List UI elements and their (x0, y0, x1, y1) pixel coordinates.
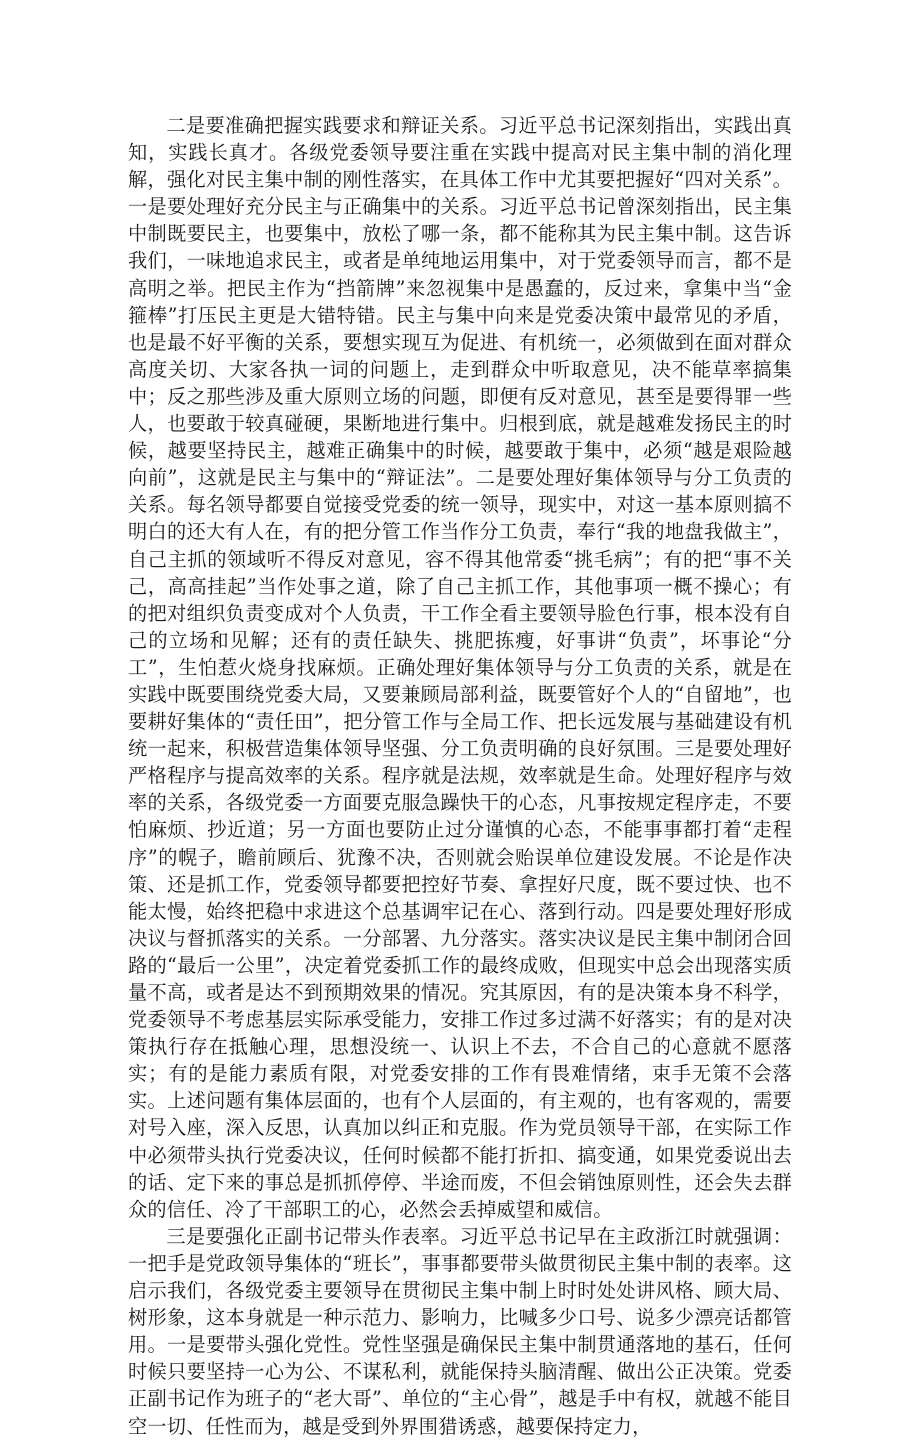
document-body (128, 112, 792, 1440)
paragraph-practice-dialectics: 二是要准确把握实践要求和辩证关系。习近平总书记深刻指出，实践出真知，实践长真才。各级党委领导要注重在实践中提高对民主集中制的消化理解，强化对民主集中制的刚性落实，在具体工作中尤其要把握好“四对关系”。一是要处理好充分民主与正确集中的关系。习近平总书记曾深刻指出，民主集中制既要民主，也要集中，放松了哪一条，都不能称其为民主集中制。这告诉我们，一味地追求民主，或者是单纯地运用集中，对于党委领导而言，都不是高明之举。把民主作为“挡箭牌”来忽视集中是愚蠢的，反过来，拿集中当“金箍棒”打压民主更是大错特错。民主与集中向来是党委决策中最常见的矛盾，也是最不好平衡的关系，要想实现互为促进、有机统一，必须做到在面对群众高度关切、大家各执一词的问题上，走到群众中听取意见，决不能草率搞集中；反之那些涉及重大原则立场的问题，即便有反对意见，甚至是要得罪一些人，也要敢于较真碰硬，果断地进行集中。归根到底，就是越难发扬民主的时候，越要坚持民主，越难正确集中的时候，越要敢于集中，必须“越是艰险越向前”，这就是民主与集中的“辩证法”。二是要处理好集体领导与分工负责的关系。每名领导都要自觉接受党委的统一领导，现实中，对这一基本原则搞不明白的还大有人在，有的把分管工作当作分工负责，奉行“我的地盘我做主”，自己主抓的领域听不得反对意见，容不得其他常委“挑毛病”；有的把“事不关己，高高挂起”当作处事之道，除了自己主抓工作，其他事项一概不操心；有的把对组织负责变成对个人负责，干工作全看主要领导脸色行事，根本没有自己的立场和见解；还有的责任缺失、挑肥拣瘦，好事讲“负责”，坏事论“分工”，生怕惹火烧身找麻烦。正确处理好集体领导与分工负责的关系，就是在实践中既要围绕党委大局，又要兼顾局部利益，既要管好个人的“自留地”，也要耕好集体的“责任田”，把分管工作与全局工作、把长远发展与基础建设有机统一起来，积极营造集体领导坚强、分工负责明确的良好氛围。三是要处理好严格程序与提高效率的关系。程序就是法规，效率就是生命。处理好程序与效率的关系，各级党委一方面要克服急躁快干的心态，凡事按规定程序走，不要怕麻烦、抄近道；另一方面也要防止过分谨慎的心态，不能事事都打着“走程序”的幌子，瞻前顾后、犹豫不决，否则就会贻误单位建设发展。不论是作决策、还是抓工作，党委领导都要把控好节奏、拿捏好尺度，既不要过快、也不能太慢，始终把稳中求进这个总基调牢记在心、落到行动。四是要处理好形成决议与督抓落实的关系。一分部署、九分落实。落实决议是民主集中制闭合回路的“最后一公里”，决定着党委抓工作的最终成败，但现实中总会出现落实质量不高，或者是达不到预期效果的情况。究其原因，有的是决策本身不科学，党委领导不考虑基层实际承受能力，安排工作过多过满不好落实；有的是对决策执行存在抵触心理，思想没统一、认识上不去，不合自己的心意就不愿落实；有的是能力素质有限，对党委安排的工作有畏难情绪，束手无策不会落实。上述问题有集体层面的，也有个人层面的，有主观的，也有客观的，需要对号入座，深入反思，认真加以纠正和克服。作为党员领导干部，在实际工作中必须带头执行党委决议，任何时候都不能打折扣、搞变通，如果党委说出去的话、定下来的事总是抓抓停停、半途而废，不但会销蚀原则性，还会失去群众的信任、冷了干部职工的心，必然会丢掉威望和威信。 (128, 114, 792, 1221)
paragraph-secretary-example: 三是要强化正副书记带头作表率。习近平总书记早在主政浙江时就强调：一把手是党政领导集体的“班长”，事事都要带头做贯彻民主集中制的表率。这启示我们，各级党委主要领导在贯彻民主集中制上时时处处讲风格、顾大局、树形象，这本身就是一种示范力、影响力，比喊多少口号、说多少漂亮话都管用。一是要带头强化党性。党性坚强是确保民主集中制贯通落地的基石，任何时候只要坚持一心为公、不谋私利，就能保持头脑清醒、做出公正决策。党委正副书记作为班子的“老大哥”、单位的“主心骨”，越是手中有权，就越不能目空一切、任性而为，越是受到外界围猎诱惑，越要保持定力， (128, 1224, 792, 1438)
